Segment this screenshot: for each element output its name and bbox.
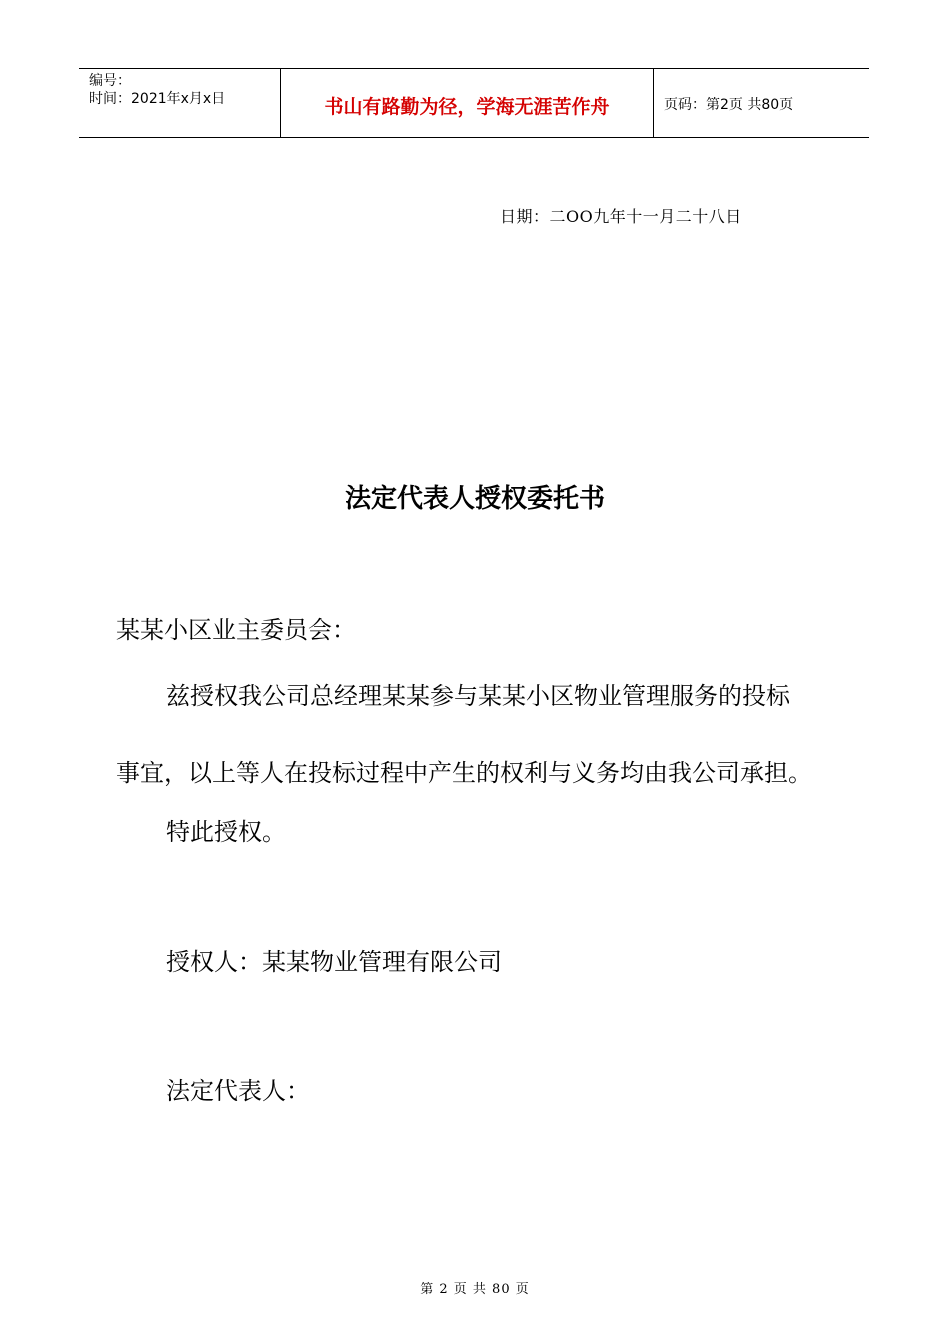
grantor-line: 授权人：某某物业管理有限公司 [166, 948, 502, 976]
page-title: 法定代表人授权委托书 [344, 484, 605, 514]
header-motto-cell [280, 69, 654, 137]
header-meta-cell [79, 69, 280, 137]
authorization-paragraph-line-1: 兹授权我公司总经理某某参与某某小区物业管理服务的投标 [166, 682, 790, 710]
authorization-paragraph-line-2: 事宜，以上等人在投标过程中产生的权利与义务均由我公司承担。 [116, 759, 812, 787]
header-motto: 书山有路勤为径，学海无涯苦作舟 [324, 95, 610, 118]
closing-statement: 特此授权。 [166, 818, 286, 846]
header-page-info: 页码：第2页 共80页 [664, 97, 794, 113]
header-page-cell [654, 69, 869, 137]
page-footer: 第 2 页 共 80 页 [420, 1282, 530, 1297]
document-date: 日期：二OO九年十一月二十八日 [500, 207, 742, 226]
serial-number-label: 编号： [89, 73, 131, 89]
time-label: 时间：2021年x月x日 [89, 91, 226, 107]
legal-representative-line: 法定代表人： [166, 1077, 310, 1105]
salutation: 某某小区业主委员会： [116, 616, 356, 644]
document-header [79, 68, 869, 138]
